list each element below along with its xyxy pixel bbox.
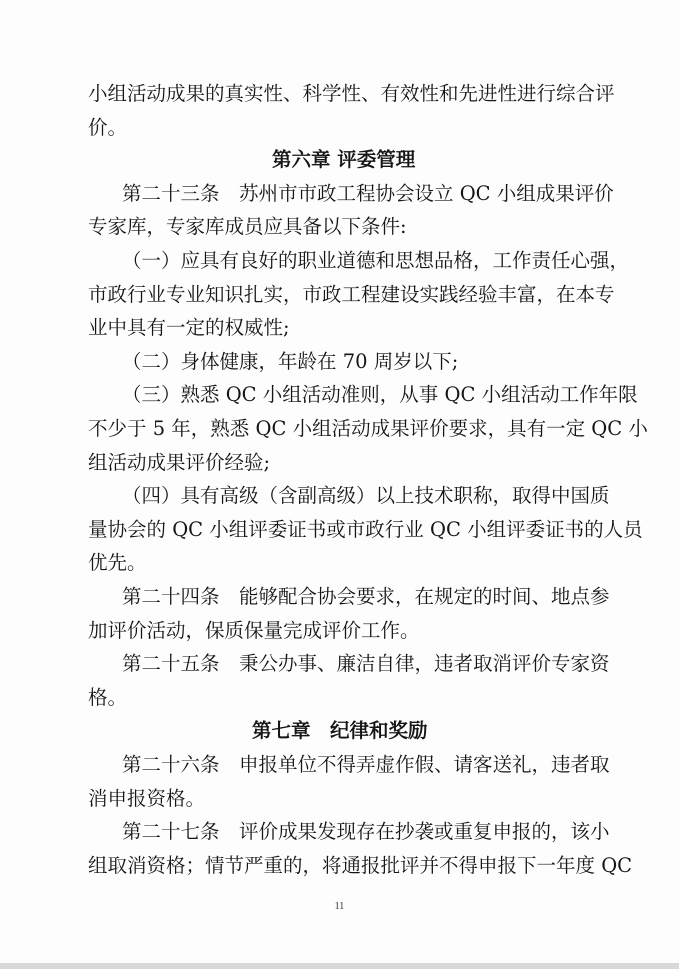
page-bottom-edge	[0, 963, 679, 969]
body-line-1: 小组活动成果的真实性、科学性、有效性和先进性进行综合评	[88, 82, 615, 105]
condition-three-line-1: （三）熟悉 QC 小组活动准则，从事 QC 小组活动工作年限	[122, 383, 638, 406]
article-25-line-1: 第二十五条 秉公办事、廉洁自律，违者取消评价专家资	[122, 652, 610, 675]
article-27-line-1: 第二十七条 评价成果发现存在抄袭或重复申报的，该小	[122, 820, 610, 843]
article-23-line-1: 第二十三条 苏州市市政工程协会设立 QC 小组成果评价	[122, 182, 614, 205]
chapter-seven-heading: 第七章 纪律和奖励	[252, 719, 428, 742]
condition-three-line-3: 组活动成果评价经验;	[88, 451, 271, 474]
article-24-line-2: 加评价活动，保质保量完成评价工作。	[88, 619, 420, 642]
article-26-line-2: 消申报资格。	[88, 787, 206, 810]
article-27-line-2: 组取消资格；情节严重的，将通报批评并不得申报下一年度 QC	[88, 854, 633, 877]
condition-one-line-3: 业中具有一定的权威性;	[88, 316, 290, 339]
page-number: 11	[334, 901, 345, 912]
condition-one-line-1: （一）应具有良好的职业道德和思想品格，工作责任心强，	[122, 249, 630, 272]
condition-four-line-1: （四）具有高级（含副高级）以上技术职称，取得中国质	[122, 484, 610, 507]
body-line-2: 价。	[88, 116, 128, 139]
condition-two-line: （二）身体健康，年龄在 70 周岁以下;	[122, 350, 459, 373]
chapter-six-heading: 第六章 评委管理	[272, 148, 416, 171]
condition-one-line-2: 市政行业专业知识扎实，市政工程建设实践经验丰富，在本专	[88, 283, 615, 306]
condition-four-line-3: 优先。	[88, 551, 147, 574]
article-26-line-1: 第二十六条 申报单位不得弄虚作假、请客送礼，违者取	[122, 753, 610, 776]
article-23-line-2: 专家库，专家库成员应具备以下条件:	[88, 215, 407, 238]
article-24-line-1: 第二十四条 能够配合协会要求，在规定的时间、地点参	[122, 585, 610, 608]
article-25-line-2: 格。	[88, 686, 128, 709]
condition-four-line-2: 量协会的 QC 小组评委证书或市政行业 QC 小组评委证书的人员	[88, 518, 643, 541]
condition-three-line-2: 不少于 5 年，熟悉 QC 小组活动成果评价要求，具有一定 QC 小	[88, 417, 648, 440]
